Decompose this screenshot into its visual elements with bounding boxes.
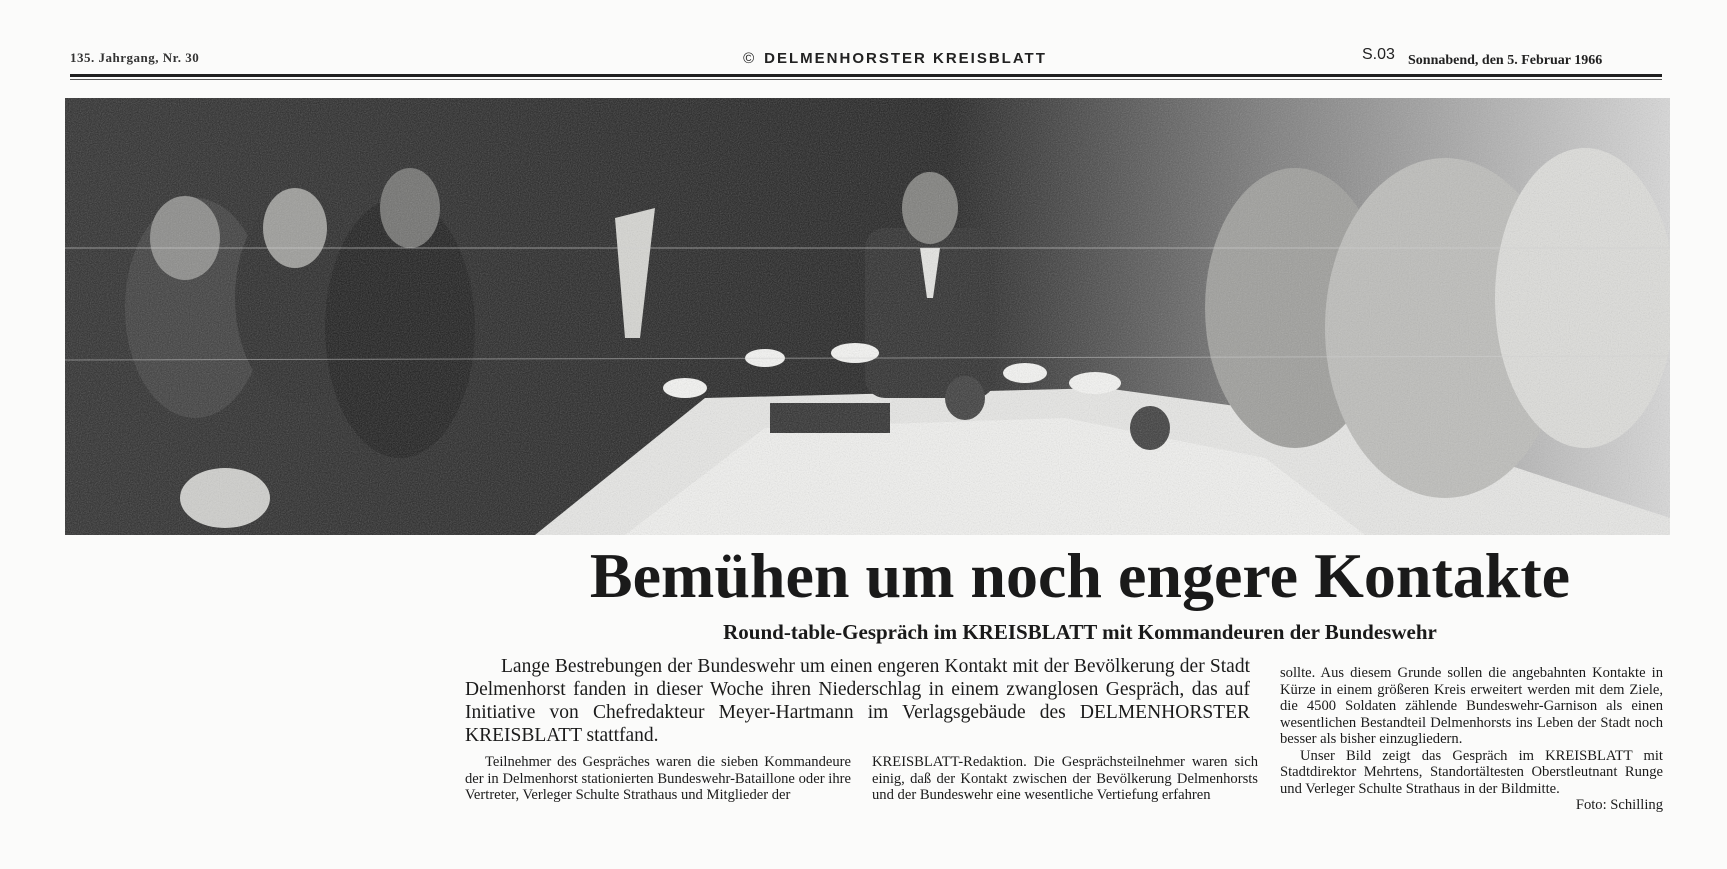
article-column-1: Teilnehmer des Gespräches waren die sieben Kommandeure der in Delmenhorst stationierten Bundeswehr-Bataillone oder ihre Vertreter, Verleger Schulte Strathaus und Mitglieder der [465, 754, 851, 803]
article-lead: Lange Bestrebungen der Bundeswehr um einen engeren Kontakt mit der Bevölkerung der Stadt Delmenhorst fanden in dieser Woche ihren Niederschlag in einem zwanglosen Gespräch, das auf Initiative von Chefredakteur Meyer-Hartmann im Verlagsgebäude des DELMENHORSTER KREISBLATT stattfand. [465, 656, 1250, 746]
article-column-2: KREISBLATT-Redaktion. Die Gesprächsteilnehmer waren sich einig, daß der Kontakt zwischen der Bevölkerung Delmenhorsts und der Bundeswehr eine wesentliche Vertiefung erfahren [872, 754, 1258, 803]
copyright-symbol: © [743, 50, 757, 67]
column-3-paragraph-1: sollte. Aus diesem Grunde sollen die angebahnten Kontakte in Kürze in einem größeren Kreis erweitert werden mit dem Ziele, die 4500 Soldaten zählende Bundeswehr-Garnison als einen wesentlichen Bestandteil Delmenhorsts ins Leben der Stadt noch besser als bisher einzugliedern. [1280, 665, 1663, 747]
volume-number: 135. Jahrgang, Nr. 30 [70, 50, 200, 65]
photo-credit: Foto: Schilling [1575, 797, 1663, 813]
article-column-3 [1280, 665, 1663, 814]
column-3-paragraph-2 [1280, 747, 1663, 813]
page-number: S.03 [1362, 46, 1395, 63]
newspaper-name [670, 50, 1120, 67]
header-rule-thin [70, 79, 1662, 80]
news-photo [65, 98, 1670, 535]
header-rule [70, 74, 1662, 77]
issue-date: Sonnabend, den 5. Februar 1966 [1408, 53, 1603, 68]
photo-caption: Unser Bild zeigt das Gespräch im KREISBLATT mit Stadtdirektor Mehrtens, Standortältesten Oberstleutnant Runge und Verleger Schulte Strathaus in der Bildmitte. [1280, 747, 1663, 797]
article-headline: Bemühen um noch engere Kontakte [589, 540, 1571, 611]
article-subheadline: Round-table-Gespräch im KREISBLATT mit Kommandeuren der Bundeswehr [723, 620, 1437, 644]
masthead [70, 44, 1662, 80]
newspaper-title: DELMENHORSTER KREISBLATT [764, 50, 1047, 67]
